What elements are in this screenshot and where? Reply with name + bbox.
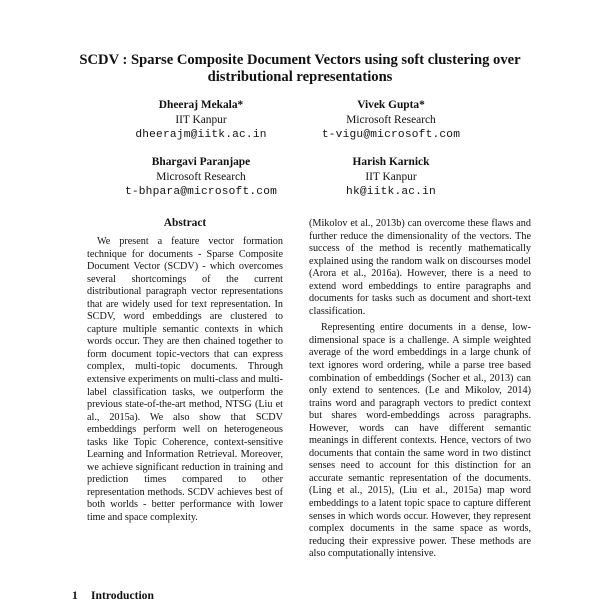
author-affiliation: IIT Kanpur bbox=[365, 171, 417, 183]
section-title: Introduction bbox=[91, 589, 154, 602]
author-affiliation: IIT Kanpur bbox=[175, 114, 227, 126]
right-column bbox=[309, 218, 531, 561]
intro-paragraph-1: (Mikolov et al., 2013b) can overcome these flaws and further reduce the dimensionality of the vectors. The success of the method is recently mathematically explained using the random walk on discourses model (Arora et al., 2016a). However, there is a need to extend word embeddings to entire paragraphs and documents for tasks such as document and short-text classification. bbox=[309, 218, 531, 317]
abstract-text: We present a feature vector formation technique for documents - Sparse Composite Document Vector (SCDV) - which overcomes several shortcomings of the current distributional paragraph vector representations that are widely used for text representation. In SCDV, word embeddings are clustered to capture multiple semantic contexts in which words occur. They are then chained together to form document topic-vectors that can express complex, multi-topic documents. Through extensive experiments on multi-class and multi-label classification tasks, we outperform the previous state-of-the-art method, NTSG (Liu et al., 2015a). We also show that SCDV embeddings perform well on heterogeneous tasks like Topic Coherence, context-sensitive Learning and Information Retrieval. Moreover, we achieve significant reduction in training and prediction times compared to other representation methods. SCDV achieves best of both worlds - better performance with lower time and space complexity. bbox=[87, 236, 283, 524]
author-affiliation: Microsoft Research bbox=[346, 114, 436, 126]
abstract-body bbox=[87, 236, 283, 525]
author-affiliation: Microsoft Research bbox=[156, 171, 246, 183]
intro-paragraph-2: Representing entire documents in a dense, low-dimensional space is a challenge. A simple weighted average of the word embeddings in a large chunk of text ignores word ordering, while a parse tree based combination of embeddings (Socher et al., 2013) can only extend to sentences. (Le and Mikolov, 2014) trains word and paragraph vectors to predict context but shares word-embeddings across paragraphs. However, words can have different semantic meanings in different contexts. Hence, vectors of two documents that contain the same word in two distinct senses need to account for this distinction for an accurate semantic representation of the documents. (Ling et al., 2015), (Liu et al., 2015a) map word embeddings to a latent topic space to capture different senses in which words occur. However, they represent complex documents in the same space as words, reducing their expressive power. These methods are also computationally intensive. bbox=[309, 322, 531, 560]
section-number: 1 bbox=[72, 589, 78, 602]
author-block-3 bbox=[91, 155, 311, 200]
abstract-heading: Abstract bbox=[163, 217, 207, 229]
paper-title-line-1: SCDV : Sparse Composite Document Vectors using soft clustering over bbox=[79, 52, 521, 68]
author-name: Vivek Gupta* bbox=[357, 99, 425, 111]
author-email: dheerajm@iitk.ac.in bbox=[135, 129, 267, 141]
author-email: t-vigu@microsoft.com bbox=[321, 129, 461, 141]
author-block-2 bbox=[281, 98, 501, 143]
author-name: Bhargavi Paranjape bbox=[151, 156, 251, 168]
author-name: Dheeraj Mekala* bbox=[158, 99, 244, 111]
section-heading-introduction bbox=[72, 589, 154, 602]
paper-title bbox=[60, 52, 540, 86]
author-email: t-bhpara@microsoft.com bbox=[124, 186, 278, 198]
author-block-4 bbox=[281, 155, 501, 200]
author-name: Harish Karnick bbox=[352, 156, 430, 168]
author-email: hk@iitk.ac.in bbox=[346, 186, 436, 198]
author-block-1 bbox=[91, 98, 311, 143]
paper-title-line-2: distributional representations bbox=[207, 69, 393, 85]
